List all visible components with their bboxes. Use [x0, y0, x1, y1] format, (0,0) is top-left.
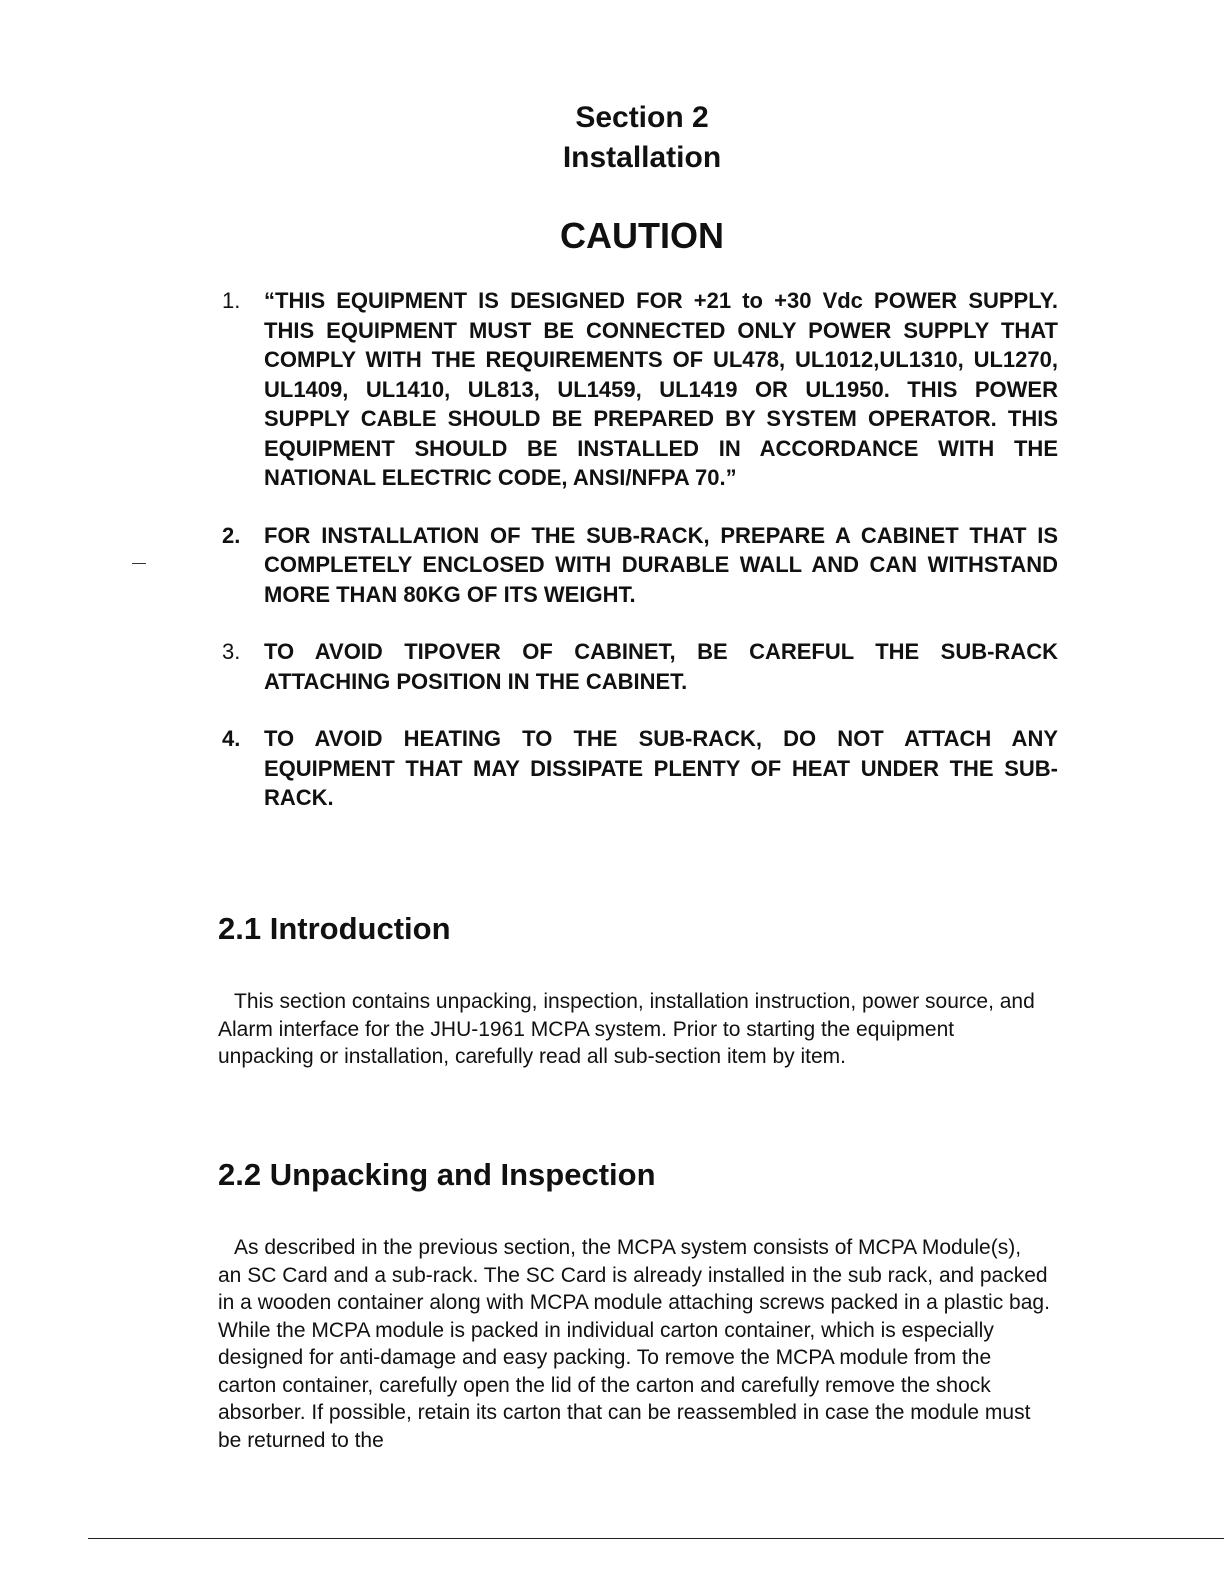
section-title: Installation: [562, 141, 722, 174]
caution-list: [222, 286, 1058, 841]
caution-item-number: 3.: [222, 639, 241, 664]
introduction-paragraph: This section contains unpacking, inspection, installation instruction, power source, and Alarm interface for the JHU-1961 MCPA system. Prior to starting the equipment unpacking or installation, carefully read all sub-section item by item.: [218, 990, 1035, 1068]
caution-item-text: “THIS EQUIPMENT IS DESIGNED FOR +21 to +30 Vdc POWER SUPPLY. THIS EQUIPMENT MUST BE CONNECTED ONLY POWER SUPPLY THAT COMPLY WITH THE REQUIREMENTS OF UL478, UL1012,UL1310, UL1270, UL1409, UL1410, UL813, UL1459, UL1419 OR UL1950. THIS POWER SUPPLY CABLE SHOULD BE PREPARED BY SYSTEM OPERATOR. THIS EQUIPMENT SHOULD BE INSTALLED IN ACCORDANCE WITH THE NATIONAL ELECTRIC CODE, ANSI/NFPA 70.”: [264, 288, 1058, 490]
section-number: Section 2: [575, 101, 709, 134]
caution-title: CAUTION: [560, 215, 724, 256]
caution-item-text: FOR INSTALLATION OF THE SUB-RACK, PREPARE A CABINET THAT IS COMPLETELY ENCLOSED WITH DURABLE WALL AND CAN WITHSTAND MORE THAN 80KG OF ITS WEIGHT.: [264, 522, 1058, 607]
unpacking-paragraph: As described in the previous section, the MCPA system consists of MCPA Module(s), an SC Card and a sub-rack. The SC Card is already installed in the sub rack, and packed in a wooden container along with MCPA module attaching screws packed in a plastic bag. While the MCPA module is packed in individual carton container, which is especially designed for anti-damage and easy packing. To remove the MCPA module from the carton container, carefully open the lid of the carton and carefully remove the shock absorber. If possible, retain its carton that can be reassembled in case the module must be returned to the: [218, 1236, 1050, 1452]
caution-item-number: 1.: [222, 288, 241, 313]
caution-item-text: TO AVOID HEATING TO THE SUB-RACK, DO NOT ATTACH ANY EQUIPMENT THAT MAY DISSIPATE PLENTY OF HEAT UNDER THE SUB-RACK.: [264, 726, 1058, 810]
caution-item-number: 4.: [222, 726, 241, 751]
introduction-heading: 2.1 Introduction: [218, 911, 451, 946]
caution-item: [222, 521, 1058, 610]
caution-item: [222, 724, 1058, 813]
caution-item: [222, 286, 1058, 493]
caution-item: [222, 637, 1058, 696]
footer-rule: [88, 1538, 1224, 1539]
caution-item-text: TO AVOID TIPOVER OF CABINET, BE CAREFUL THE SUB-RACK ATTACHING POSITION IN THE CABINET.: [264, 639, 1058, 694]
caution-item-number: 2.: [222, 522, 241, 548]
unpacking-heading: 2.2 Unpacking and Inspection: [218, 1157, 656, 1192]
section-header: [0, 98, 1224, 178]
margin-mark: [132, 563, 146, 564]
